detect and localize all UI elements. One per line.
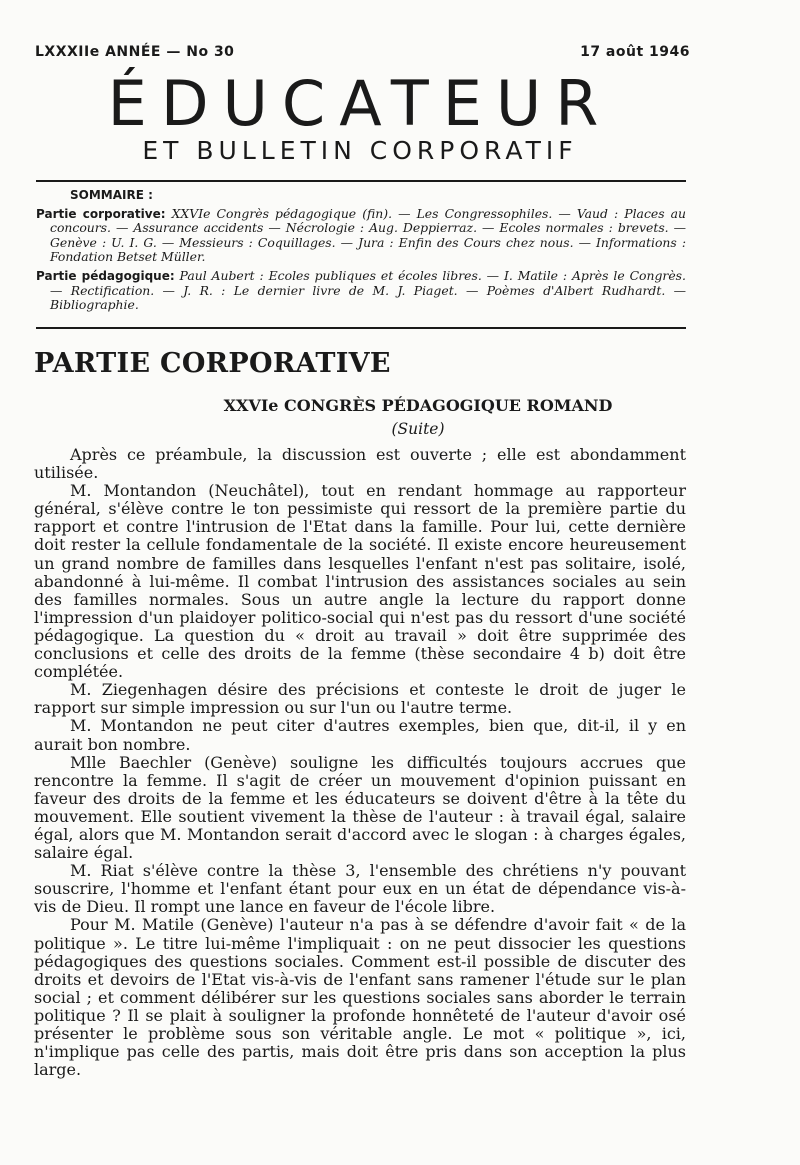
paragraph: Pour M. Matile (Genève) l'auteur n'a pas à se défendre d'avoir fait « de la politique ». Le titre lui-même l'impliquait : on ne peut dissocier les questions pédagogiques des questions sociales. Comment est-il possible de discuter des droits et devoirs de l'Etat vis-à-vis de l'enfant sans ramener l'étude sur le plan social ; et comment délibérer sur les questions sociales sans aborder le terrain politique ? Il se plait à souligner la profonde honnêteté de l'auteur d'avoir osé présenter le problème sous son véritable angle. Le mot « politique », ici, n'implique pas celle des partis, mais doit être pris dans son acception la plus large. — [34, 915, 686, 1080]
article-title: XXVIe CONGRÈS PÉDAGOGIQUE ROMAND — [223, 396, 613, 415]
summary-corporative-label: Partie corporative: — [36, 206, 166, 221]
summary-pedagogique — [36, 269, 686, 313]
paragraph: M. Montandon ne peut citer d'autres exemples, bien que, dit-il, il y en aurait bon nombre. — [34, 716, 686, 754]
issue-number: LXXXIIe ANNÉE — No 30 — [35, 44, 235, 60]
summary-pedagogique-label: Partie pédagogique: — [36, 268, 175, 283]
paragraph: M. Montandon (Neuchâtel), tout en rendant hommage au rapporteur général, s'élève contre le ton pessimiste qui ressort de la première partie du rapport et contre l'intrusion de l'Etat dans la famille. Pour lui, cette dernière doit rester la cellule fondamentale de la société. Il existe encore heureusement un grand nombre de familles dans lesquelles l'enfant n'est pas solitaire, isolé, abandonné à lui-même. Il combat l'intrusion des assistances sociales au sein des familles normales. Sous un autre angle la lecture du rapport donne l'impression d'un plaidoyer politico-social qui n'est pas du ressort d'une société pédagogique. La question du « droit au travail » doit être supprimée des conclusions et celle des droits de la femme (thèse secondaire 4 b) doit être complétée. — [34, 481, 686, 682]
article-subtitle: (Suite) — [391, 420, 445, 438]
paragraph: M. Riat s'élève contre la thèse 3, l'ensemble des chrétiens n'y pouvant souscrire, l'homme et l'enfant étant pour eux en un état de dépendance vis-à-vis de Dieu. Il rompt une lance en faveur de l'école libre. — [34, 861, 686, 917]
top-divider — [36, 180, 686, 182]
section-title: PARTIE CORPORATIVE — [34, 348, 391, 379]
paragraph: M. Ziegenhagen désire des précisions et conteste le droit de juger le rapport sur simple impression ou sur l'un ou l'autre terme. — [34, 680, 686, 718]
masthead-title: ÉDUCATEUR — [107, 67, 613, 140]
summary-pedagogique-text: Paul Aubert : Ecoles publiques et écoles libres. — I. Matile : Après le Congrès. — Rectification. — J. R. : Le dernier livre de M. J. Piaget. — Poèmes d'Albert Rudhardt. — Bibliographie. — [50, 267, 686, 313]
summary-heading: SOMMAIRE : — [70, 188, 153, 202]
summary-corporative-text: XXVIe Congrès pédagogique (fin). — Les Congressophiles. — Vaud : Places au concours. — Assurance accidents — Nécrologie : Aug. Deppierraz. — Ecoles normales : brevets. — Genève : U. I. G. — Messieurs : Coquillages. — Jura : Enfin des Cours chez nous. — Informations : Fondation Betset Müller. — [50, 205, 687, 265]
paragraph: Mlle Baechler (Genève) souligne les difficultés toujours accrues que rencontre la femme. Il s'agit de créer un mouvement d'opinion puissant en faveur des droits de la femme et les éducateurs se doivent d'être à la tête du mouvement. Elle soutient vivement la thèse de l'auteur : à travail égal, salaire égal, alors que M. Montandon serait d'accord avec le slogan : à charges égales, salaire égal. — [34, 752, 686, 863]
masthead-subtitle: ET BULLETIN CORPORATIF — [142, 136, 578, 165]
table-of-contents — [36, 188, 686, 317]
bottom-divider — [36, 327, 686, 329]
article-body — [34, 446, 686, 1079]
summary-corporative — [36, 207, 686, 265]
issue-date: 17 août 1946 — [580, 44, 690, 60]
paragraph: Après ce préambule, la discussion est ouverte ; elle est abondamment utilisée. — [34, 445, 686, 483]
